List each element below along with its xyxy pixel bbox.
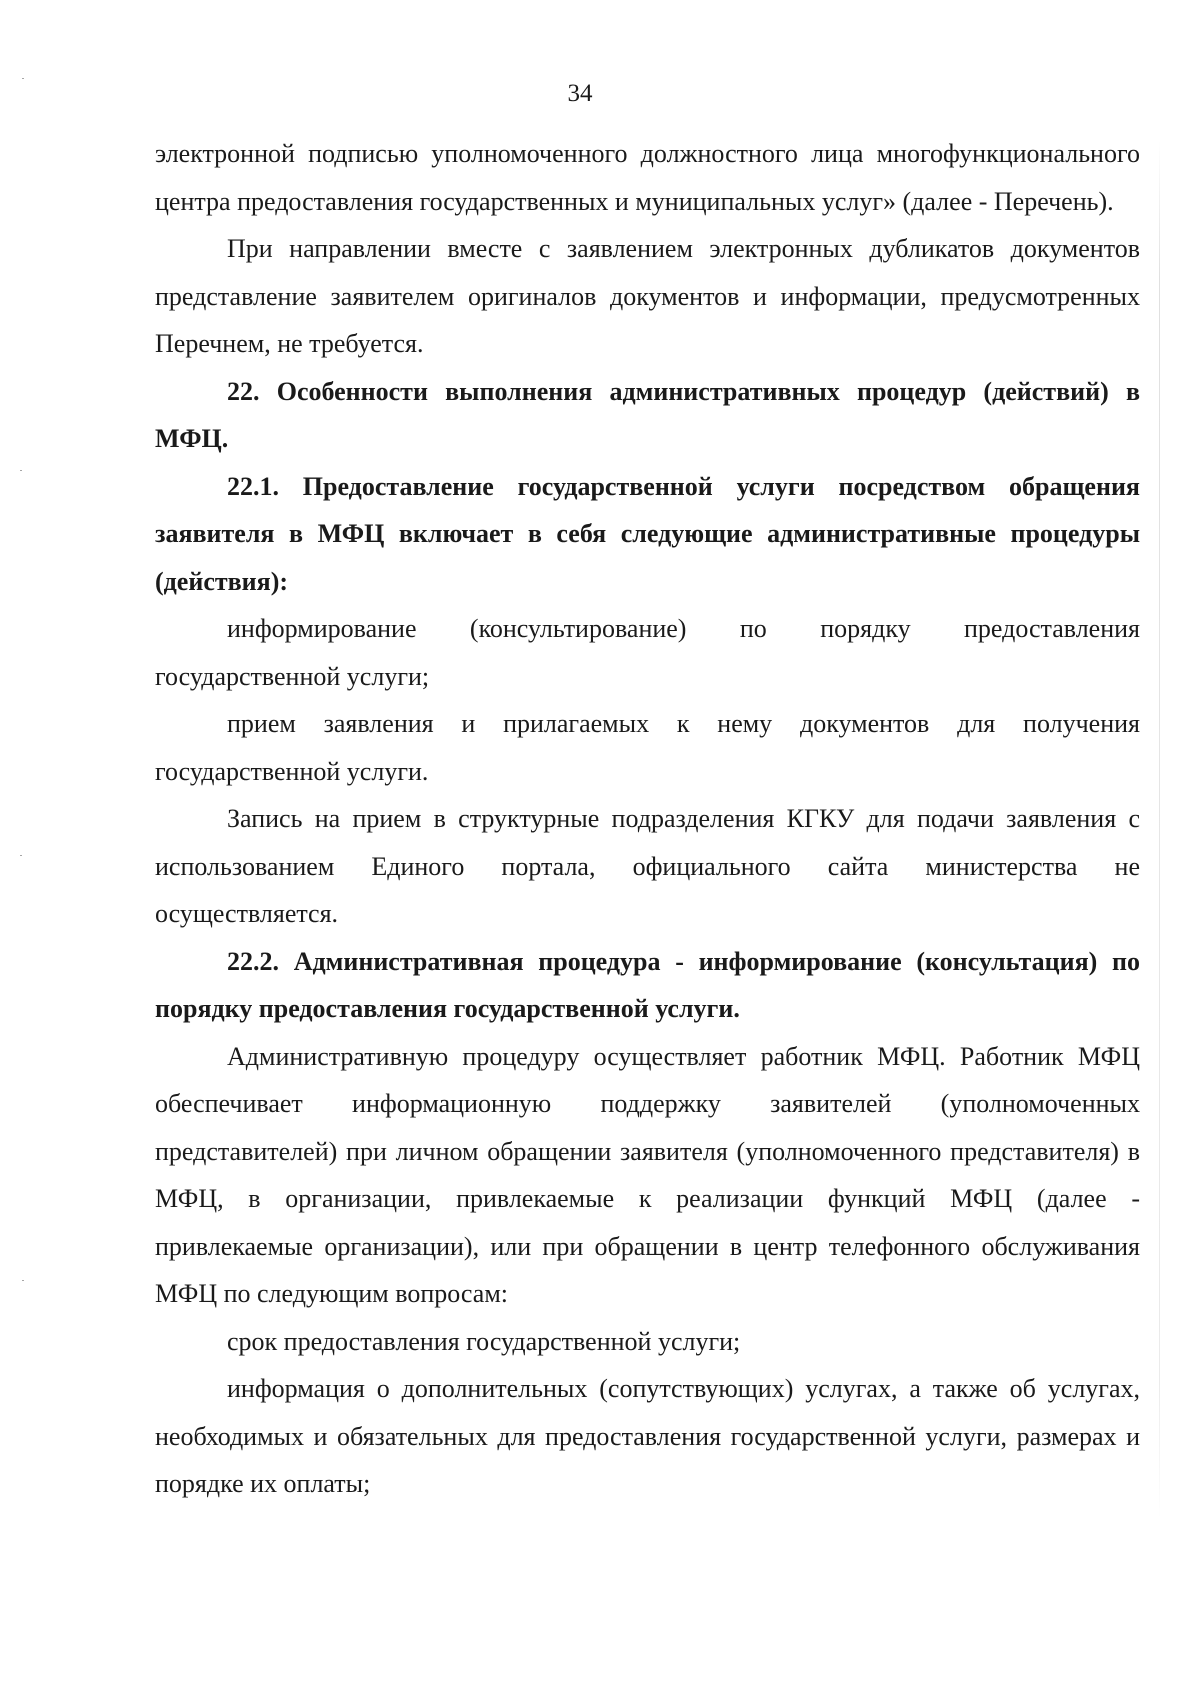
list-item-term: срок предоставления государственной услуги; <box>227 1326 741 1356</box>
section-heading-22-2: 22.2. Административная процедура - информирование (консультация) по порядку предоставления государственной услуги. <box>155 946 1140 1023</box>
paragraph-procedure: Административную процедуру осуществляет работник МФЦ. Работник МФЦ обеспечивает информационную поддержку заявителей (уполномоченных представителей) при личном обращении заявителя (уполномоченного представителя) в МФЦ, в организации, привлекаемые к реализации функций МФЦ (далее - привлекаемые организации), или при обращении в центр телефонного обслуживания МФЦ по следующим вопросам: <box>155 1041 1140 1308</box>
list-item-reception: прием заявления и прилагаемых к нему документов для получения государственной услуги. <box>155 709 1140 786</box>
section-heading-22-1: 22.1. Предоставление государственной услуги посредством обращения заявителя в МФЦ включает в себя следующие административные процедуры (действия): <box>155 471 1140 596</box>
paragraph-continuation: электронной подписью уполномоченного должностного лица многофункционального центра предоставления государственных и муниципальных услуг» (далее - Перечень). <box>155 139 1140 216</box>
scan-speck <box>20 855 22 856</box>
list-item-additional-services: информация о дополнительных (сопутствующих) услугах, а также об услугах, необходимых и обязательных для предоставления государственной услуги, размерах и порядке их оплаты; <box>155 1374 1140 1498</box>
paragraph-duplicates-note: При направлении вместе с заявлением электронных дубликатов документов представление заявителем оригиналов документов и информации, предусмотренных Перечнем, не требуется. <box>155 234 1140 358</box>
list-item-informing: информирование (консультирование) по порядку предоставления государственной услуги; <box>155 614 1140 691</box>
scan-edge-line <box>1159 140 1160 1520</box>
scan-speck <box>20 470 22 471</box>
paragraph-appointment: Запись на прием в структурные подразделения КГКУ для подачи заявления с использованием Единого портала, официального сайта министерства не осуществляется. <box>155 804 1140 928</box>
page-number: 34 <box>567 80 593 107</box>
section-heading-22: 22. Особенности выполнения административных процедур (действий) в МФЦ. <box>155 376 1140 453</box>
scan-speck <box>22 1280 24 1281</box>
scan-speck <box>22 78 24 79</box>
document-body <box>155 130 1140 1508</box>
